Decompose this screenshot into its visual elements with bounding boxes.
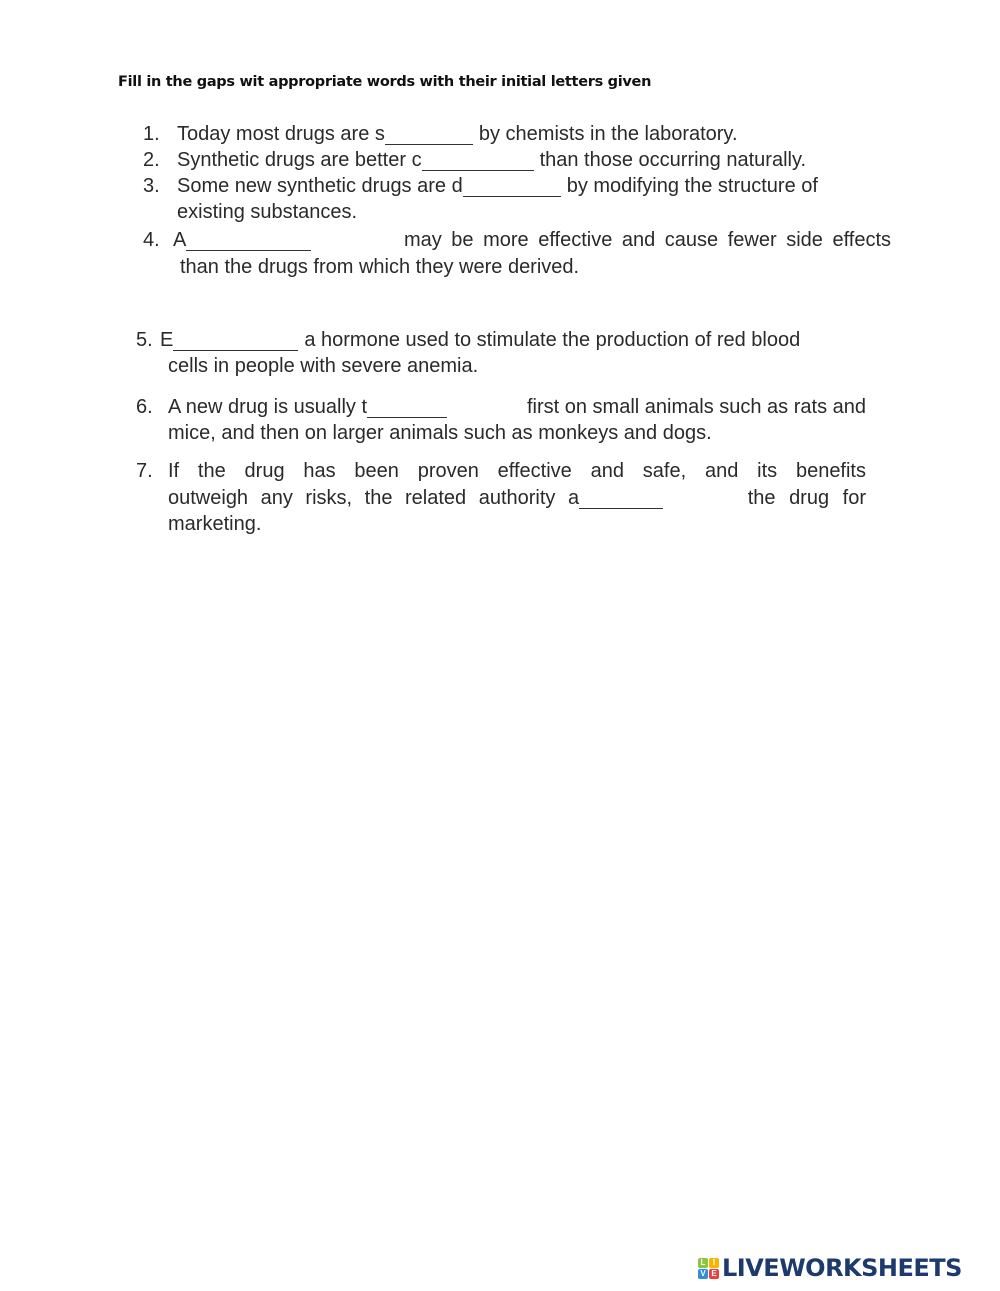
question-text: marketing. <box>168 513 262 535</box>
question-text: a hormone used to stimulate the production of red blood <box>304 329 801 351</box>
question-text: Some new synthetic drugs are d <box>177 175 463 197</box>
logo-text: LIVEWORKSHEETS <box>722 1254 962 1282</box>
question-text: cells in people with severe anemia. <box>168 355 479 377</box>
question-text: than the drugs from which they were derived. <box>180 256 580 278</box>
question-text: mice, and then on larger animals such as monkeys and dogs. <box>168 422 712 444</box>
logo-tiles-icon <box>698 1258 719 1279</box>
logo-tile: L <box>698 1258 708 1268</box>
liveworksheets-logo <box>698 1254 962 1282</box>
answer-input-2[interactable] <box>422 150 534 171</box>
question-text: by chemists in the laboratory. <box>478 123 738 145</box>
question-text: A <box>173 229 187 251</box>
logo-tile: I <box>709 1258 719 1268</box>
answer-input-6[interactable] <box>367 397 447 418</box>
question-text: the drug for <box>747 487 866 509</box>
answer-input-5[interactable] <box>173 330 298 351</box>
question-text: may be more effective and cause fewer side effects <box>403 229 891 251</box>
logo-tile: V <box>698 1269 708 1279</box>
question-text: E <box>160 329 174 351</box>
question-number: 4. <box>143 229 160 251</box>
question-number: 7. <box>136 460 153 482</box>
answer-input-1[interactable] <box>385 124 473 145</box>
answer-input-3[interactable] <box>463 176 561 197</box>
question-number: 5. <box>136 329 153 351</box>
question-text: If the drug has been proven effective and safe, and its benefits <box>168 460 866 482</box>
worksheet-instructions: Fill in the gaps wit appropriate words with their initial letters given <box>118 74 652 90</box>
question-text: Synthetic drugs are better c <box>177 149 422 171</box>
question-text: by modifying the structure of <box>566 175 818 197</box>
question-text: than those occurring naturally. <box>539 149 807 171</box>
answer-input-4[interactable] <box>186 230 311 251</box>
question-text: Today most drugs are s <box>177 123 385 145</box>
question-number: 1. <box>143 123 160 145</box>
question-text: outweigh any risks, the related authority a <box>168 487 580 509</box>
answer-input-7[interactable] <box>579 488 663 509</box>
logo-tile: E <box>709 1269 719 1279</box>
question-number: 6. <box>136 396 153 418</box>
question-text: A new drug is usually t <box>168 396 367 418</box>
question-text: first on small animals such as rats and <box>526 396 866 418</box>
question-number: 2. <box>143 149 160 171</box>
question-number: 3. <box>143 175 160 197</box>
question-text: existing substances. <box>177 201 358 223</box>
